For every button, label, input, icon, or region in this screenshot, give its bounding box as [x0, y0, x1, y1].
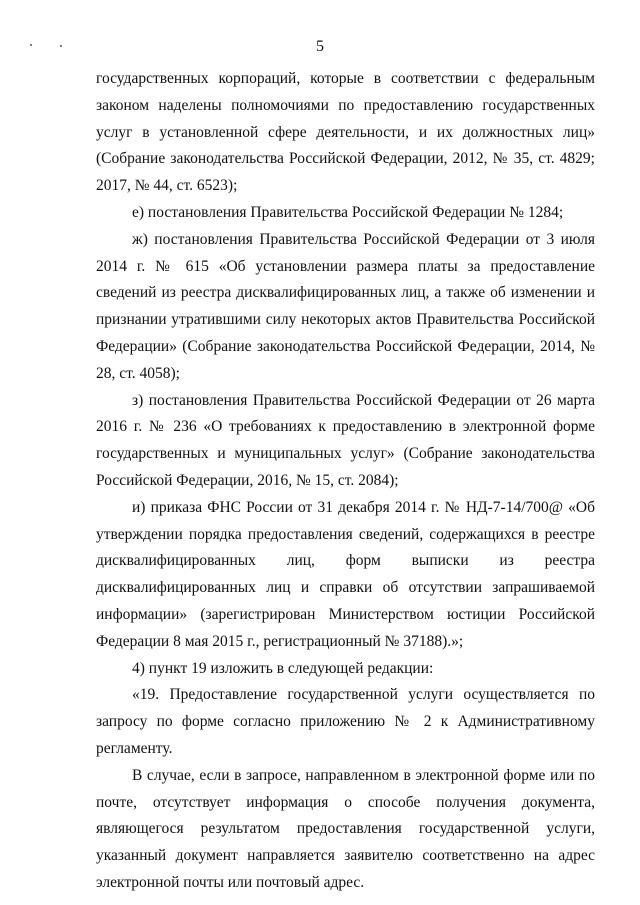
paragraph-clause-19: «19. Предоставление государственной услуги осуществляется по запросу по форме согласно приложению № 2 к Административному регламенту. — [96, 686, 595, 757]
paragraph-point-4: 4) пункт 19 изложить в следующей редакции: — [132, 659, 434, 677]
paragraph-item-zh: ж) постановления Правительства Российской Федерации от 3 июля 2014 г. № 615 «Об установлении размера платы за предоставление сведений из реестра дисквалифицированных лиц, а также об изменении и признании утратившими силу некоторых актов Правительства Российской Федерации» (Собрание законодательства Российской Федерации, 2014, № 28, ст. 4058); — [96, 230, 595, 382]
paragraph-item-e: е) постановления Правительства Российской Федерации № 1284; — [132, 203, 564, 221]
document-body — [96, 66, 595, 897]
paragraph-clause-19-case: В случае, если в запросе, направленном в электронной форме или по почте, отсутствует информация о способе получения документа, являющегося результатом предоставления государственной услуги, указанный документ направляется заявителю соответственно на адрес электронной почты или почтовый адрес. — [96, 766, 595, 891]
paragraph-item-i: и) приказа ФНС России от 31 декабря 2014 г. № НД-7-14/700@ «Об утверждении порядка предоставления сведений, содержащихся в реестре дисквалифицированных лиц, форм выписки из реестра дисквалифицированных лиц и справки об отсутствии запрашиваемой информации» (зарегистрирован Министерством юстиции Российской Федерации 8 мая 2015 г., регистрационный № 37188).»; — [96, 498, 595, 650]
paragraph-continuation: государственных корпораций, которые в соответствии с федеральным законом наделены полномочиями по предоставлению государственных услуг в установленной сфере деятельности, и их должностных лиц» (Собрание законодательства Российской Федерации, 2012, № 35, ст. 4829; 2017, № 44, ст. 6523); — [96, 70, 595, 195]
paragraph-item-z: з) постановления Правительства Российской Федерации от 26 марта 2016 г. № 236 «О требованиях к предоставлению в электронной форме государственных и муниципальных услуг» (Собрание законодательства Российской Федерации, 2016, № 15, ст. 2084); — [96, 391, 595, 489]
page-number: 5 — [316, 38, 324, 55]
